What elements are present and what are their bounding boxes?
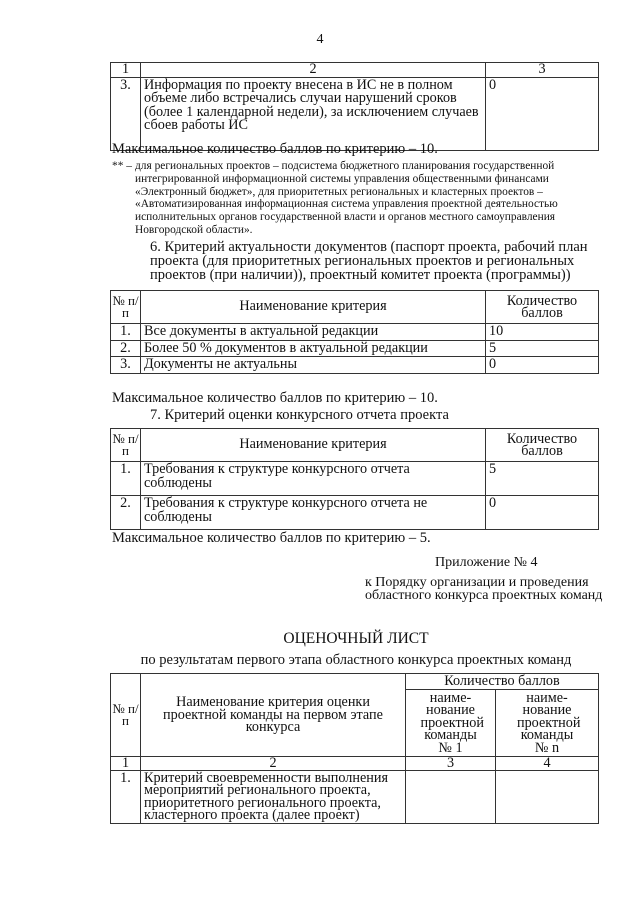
col-index-4: 4 xyxy=(496,757,599,771)
row-number: 3. xyxy=(111,77,141,150)
row-text: Все документы в актуальной редакции xyxy=(141,324,486,341)
col-header-number: № п/п xyxy=(111,674,141,757)
table-index-row xyxy=(111,757,599,771)
col-header-team-1-label: наиме-нование проектной команды № 1 xyxy=(420,689,484,756)
row-text: Требования к структуре конкурсного отчета соблюдены xyxy=(141,462,486,496)
table-row xyxy=(111,770,599,823)
col-header-team-n xyxy=(496,689,599,757)
col-header-score: Количество баллов xyxy=(486,429,599,462)
criterion-6-table xyxy=(110,290,599,374)
max-score-criterion-5: Максимальное количество баллов по критерию – 10. xyxy=(112,141,438,157)
col-index-2: 2 xyxy=(141,63,486,78)
table-index-row xyxy=(111,63,599,78)
row-number: 2. xyxy=(111,340,141,357)
col-header-score-group: Количество баллов xyxy=(406,674,599,690)
row-score-team-1[interactable] xyxy=(406,770,496,823)
evaluation-sheet-subtitle: по результатам первого этапа областного конкурса проектных команд xyxy=(140,652,572,668)
max-score-criterion-7: Максимальное количество баллов по критерию – 5. xyxy=(112,530,431,546)
col-header-team-1 xyxy=(406,689,496,757)
footnote xyxy=(112,160,602,237)
table-header-row xyxy=(111,429,599,462)
table-header-row xyxy=(111,291,599,324)
table-row xyxy=(111,357,599,374)
row-number: 3. xyxy=(111,357,141,374)
footnote-mark: ** – xyxy=(112,160,132,172)
criterion-5-table-continuation xyxy=(110,62,599,151)
row-text: Документы не актуальны xyxy=(141,357,486,374)
col-header-score: Количество баллов xyxy=(486,291,599,324)
criterion-7-heading: 7. Критерий оценки конкурсного отчета проекта xyxy=(150,407,449,423)
page-number: 4 xyxy=(316,32,324,47)
table-row xyxy=(111,324,599,341)
criterion-7-table xyxy=(110,428,599,530)
col-index-1: 1 xyxy=(111,757,141,771)
row-score: 5 xyxy=(486,340,599,357)
row-score: 5 xyxy=(486,462,599,496)
col-index-2: 2 xyxy=(141,757,406,771)
col-header-number: № п/п xyxy=(111,291,141,324)
table-row xyxy=(111,496,599,530)
row-text: Информация по проекту внесена в ИС не в полном объеме либо встречались случаи нарушений сроков (более 1 календарной недели), за исключением случаев сбоев работы ИС xyxy=(141,77,486,150)
table-header-row xyxy=(111,674,599,690)
row-number: 2. xyxy=(111,496,141,530)
row-number: 1. xyxy=(111,770,141,823)
row-number: 1. xyxy=(111,462,141,496)
table-row xyxy=(111,462,599,496)
row-text: Требования к структуре конкурсного отчета не соблюдены xyxy=(141,496,486,530)
col-index-3: 3 xyxy=(486,63,599,78)
col-header-name: Наименование критерия xyxy=(141,291,486,324)
row-score: 0 xyxy=(486,496,599,530)
row-text: Более 50 % документов в актуальной редакции xyxy=(141,340,486,357)
table-row xyxy=(111,340,599,357)
col-header-team-n-label: наиме-нование проектной команды № n xyxy=(517,689,581,756)
table-row xyxy=(111,77,599,150)
row-score: 0 xyxy=(486,357,599,374)
col-index-1: 1 xyxy=(111,63,141,78)
max-score-criterion-6: Максимальное количество баллов по критерию – 10. xyxy=(112,390,438,406)
evaluation-sheet-title: ОЦЕНОЧНЫЙ ЛИСТ xyxy=(283,630,429,647)
col-header-name: Наименование критерия оценки проектной команды на первом этапе конкурса xyxy=(141,674,406,757)
col-header-name: Наименование критерия xyxy=(141,429,486,462)
col-header-number: № п/п xyxy=(111,429,141,462)
col-index-3: 3 xyxy=(406,757,496,771)
evaluation-sheet-table xyxy=(110,673,599,824)
row-score: 0 xyxy=(486,77,599,150)
row-text: Критерий своевременности выполнения мероприятий регионального проекта, приоритетного регионального проекта, кластерного проекта (далее проект) xyxy=(141,770,406,823)
appendix-title: Приложение № 4 xyxy=(435,555,538,570)
row-number: 1. xyxy=(111,324,141,341)
row-score-team-n[interactable] xyxy=(496,770,599,823)
appendix-text: к Порядку организации и проведения областного конкурса проектных команд xyxy=(365,575,603,603)
footnote-text: для региональных проектов – подсистема бюджетного планирования государственной интегрированной информационной системы управления общественными финансами «Электронный бюджет», для приоритетных региональных и кластерных проектов – «Автоматизированная информационная система управления проектной деятельностью исполнительных органов государственной власти и органов местного самоуправления Новгородской области». xyxy=(135,160,558,236)
criterion-6-heading: 6. Критерий актуальности документов (паспорт проекта, рабочий план проекта (для приоритетных региональных проектов и региональных проектов (при наличии)), проектный комитет проекта (программы)) xyxy=(150,239,588,283)
row-score: 10 xyxy=(486,324,599,341)
